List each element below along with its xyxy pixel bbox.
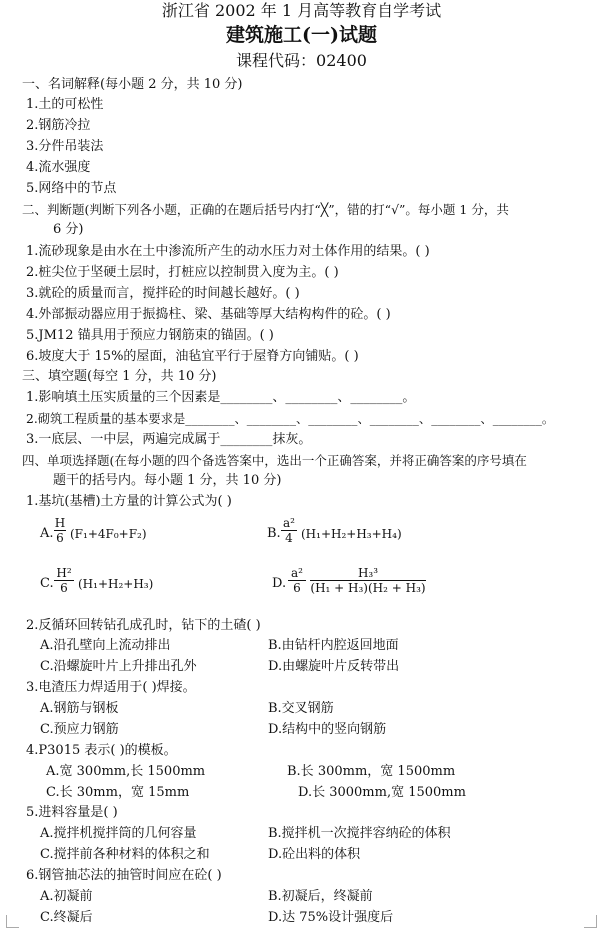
page-corner-mark-right [584,915,597,928]
q2-stem: 2.反循环回转钻孔成孔时，钻下的土碴( ) [26,618,261,633]
q4-option-c: C.长 30mm，宽 15mm [46,785,190,800]
q3-option-a: A.钢筋与钢板 [40,701,119,716]
q4-option-a: A.宽 300mm,长 1500mm [46,764,206,779]
q1-a-numerator: H [54,516,66,530]
s2-item-6: 6.坡度大于 15%的屋面，油毡宜平行于屋脊方向铺贴。( ) [26,349,359,364]
s2-item-4: 4.外部振动器应用于振捣柱、梁、基础等厚大结构构件的砼。( ) [26,307,391,322]
q1-d-numerator-2: H₃³ [357,566,379,580]
s2-item-2: 2.桩尖位于坚硬土层时，打桩应以控制贯入度为主。( ) [26,265,339,280]
exam-session-title: 浙江省 2002 年 1 月高等教育自学考试 [161,1,442,20]
section4-heading-cont: 题干的括号内。每小题 1 分，共 10 分) [53,473,282,488]
q1-option-d-fraction-2 [310,566,426,595]
q5-option-d: D.砼出料的体积 [268,847,361,862]
q1-option-b-fraction [281,516,297,545]
q2-option-c: C.沿螺旋叶片上升排出孔外 [40,659,197,674]
q4-stem: 4.P3015 表示( )的模板。 [26,743,177,758]
page-corner-mark-left [6,915,19,928]
q1-b-denominator: 4 [281,530,297,545]
q1-option-c-formula: (H₁+H₂+H₃) [78,577,154,591]
q3-option-d: D.结构中的竖向钢筋 [268,722,387,737]
q2-option-a: A.沿孔壁向上流动排出 [40,638,171,653]
q6-option-c: C.终凝后 [40,910,93,925]
s1-item-5: 5.网络中的节点 [26,181,117,196]
q1-option-b-label: B. [267,526,281,541]
q1-c-numerator: H² [56,566,72,580]
q1-b-numerator: a² [283,516,295,530]
q2-option-d: D.由螺旋叶片反转带出 [268,659,400,674]
q6-option-d: D.达 75%设计强度后 [268,910,394,925]
q6-option-b: B.初凝后，终凝前 [268,889,373,904]
s1-item-1: 1.土的可松性 [26,97,104,112]
section1-heading: 一、名词解释(每小题 2 分，共 10 分) [22,77,243,92]
q1-option-a-formula: (F₁+4F₀+F₂) [70,527,147,541]
q5-option-c: C.搅拌前各种材料的体积之和 [40,847,210,862]
q3-stem: 3.电渣压力焊适用于( )焊接。 [26,680,196,695]
q1-d-numerator-1: a² [291,566,303,580]
s3-item-2: 2.砌筑工程质量的基本要求是________、________、________、________、________、________。 [26,412,555,426]
q1-option-b-formula: (H₁+H₂+H₃+H₄) [301,527,402,541]
q1-option-c-label: C. [40,576,54,591]
q1-stem: 1.基坑(基槽)土方量的计算公式为( ) [26,494,232,509]
s3-item-1: 1.影响填土压实质量的三个因素是________、________、________。 [26,390,416,405]
q1-option-d-label: D. [272,576,287,591]
q4-option-b: B.长 300mm，宽 1500mm [287,764,456,779]
q1-d-denominator-2: (H₁ + H₃)(H₂ + H₃) [310,581,426,595]
section4-heading: 四、单项选择题(在每小题的四个备选答案中，选出一个正确答案，并将正确答案的序号填在 [22,453,527,468]
q1-option-c-fraction [54,566,74,595]
section2-heading-cont: 6 分) [53,222,84,237]
s3-item-3: 3.一底层、一中层，两遍完成属于________抹灰。 [26,432,312,447]
s1-item-2: 2.钢筋冷拉 [26,118,91,133]
q4-option-d: D.长 3000mm,宽 1500mm [298,785,466,800]
exam-subject-title: 建筑施工(一)试题 [226,24,377,46]
q5-stem: 5.进料容量是( ) [26,805,118,820]
q5-option-a: A.搅拌机搅拌筒的几何容量 [40,826,197,841]
q3-option-b: B.交叉钢筋 [268,701,334,716]
s2-item-5: 5.JM12 锚具用于预应力钢筋束的锚固。( ) [26,328,274,343]
s2-item-1: 1.流砂现象是由水在土中渗流所产生的动水压力对土体作用的结果。( ) [26,244,430,259]
q1-d-denominator-1: 6 [288,580,306,595]
section2-heading: 二、判断题(判断下列各小题，正确的在题后括号内打“╳”，错的打“√”。每小题 1 分，共 [22,202,509,217]
s1-item-3: 3.分件吊装法 [26,139,104,154]
q2-option-b: B.由钻杆内腔返回地面 [268,638,399,653]
q1-option-a-fraction [54,516,66,545]
q1-a-denominator: 6 [54,530,66,545]
q1-option-d-fraction-1 [288,566,306,595]
q6-stem: 6.钢管抽芯法的抽管时间应在砼( ) [26,868,222,883]
s1-item-4: 4.流水强度 [26,160,91,175]
section3-heading: 三、填空题(每空 1 分，共 10 分) [22,369,217,384]
q6-option-a: A.初凝前 [40,889,93,904]
q5-option-b: B.搅拌机一次搅拌容纳砼的体积 [268,826,451,841]
q3-option-c: C.预应力钢筋 [40,722,119,737]
q1-c-denominator: 6 [54,580,74,595]
q1-option-a-label: A. [40,526,54,541]
s2-item-3: 3.就砼的质量而言，搅拌砼的时间越长越好。( ) [26,286,300,301]
course-code: 课程代码：02400 [236,51,367,70]
